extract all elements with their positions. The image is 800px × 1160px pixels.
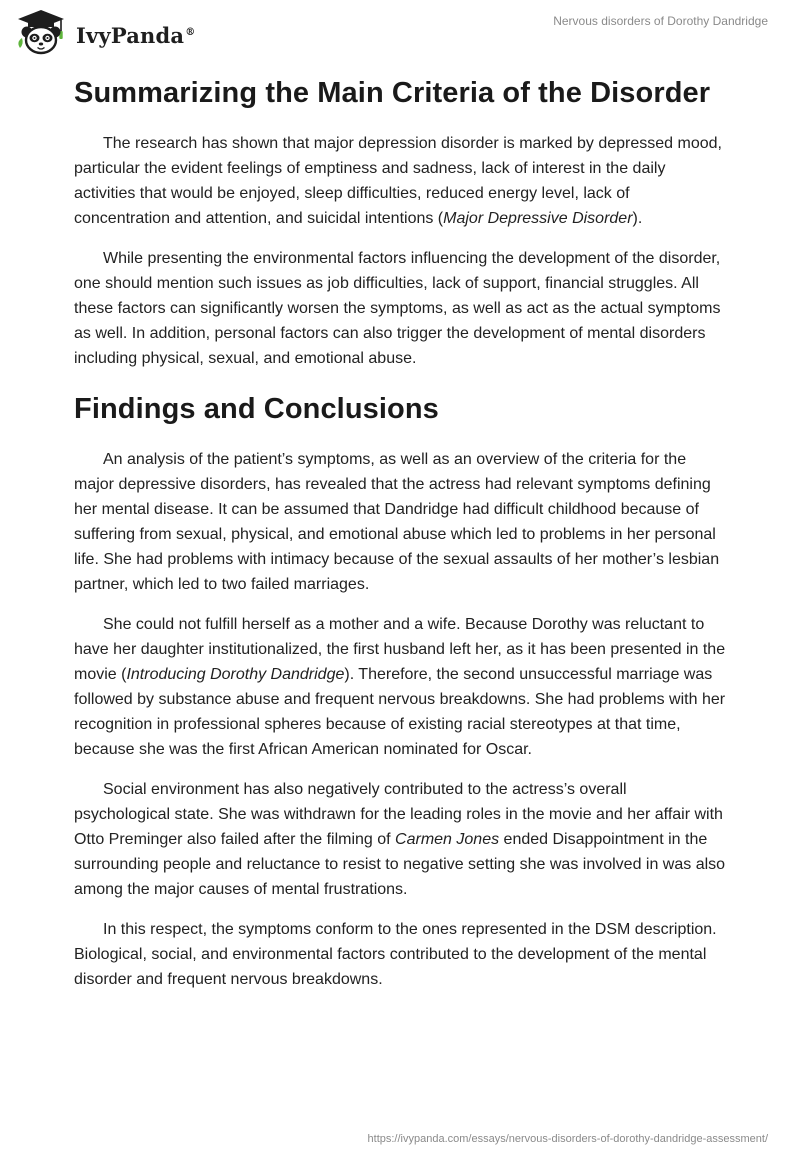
paragraph: The research has shown that major depression disorder is marked by depressed mood, particular the evident feelings of emptiness and sadness, lack of interest in the daily activities that would be enjoyed, sleep difficulties, reduced energy level, lack of concentration and attention, and suicidal intentions (Major Depressive Disorder). bbox=[74, 135, 722, 227]
section-heading: Summarizing the Main Criteria of the Disorder bbox=[74, 77, 711, 109]
logo-wordmark: IvyPanda® bbox=[76, 22, 196, 48]
paragraph: She could not fulfill herself as a mother and a wife. Because Dorothy was reluctant to have her daughter institutionalized, the first husband left her, as it has been presented in the movie (Introducing Dorothy Dandridge). Therefore, the second unsuccessful marriage was followed by substance abuse and frequent nervous breakdowns. She had problems with her recognition in professional spheres because of existing racial stereotypes at that time, because she was the first African American nominated for Oscar. bbox=[74, 616, 726, 758]
page-header bbox=[0, 0, 800, 70]
panda-graduate-icon bbox=[14, 8, 68, 56]
ivypanda-logo[interactable] bbox=[14, 8, 195, 56]
paragraph: An analysis of the patient’s symptoms, as well as an overview of the criteria for the major depressive disorders, has revealed that the actress had relevant symptoms defining her mental disease. It can be assumed that Dandridge had difficult childhood because of suffering from sexual, physical, and emotional abuse which led to problems in her personal life. She had problems with intimacy because of the sexual assaults of her mother’s lesbian partner, which led to two failed marriages. bbox=[74, 451, 720, 593]
document-title: Nervous disorders of Dorothy Dandridge bbox=[553, 14, 768, 28]
paragraph: In this respect, the symptoms conform to the ones represented in the DSM description. Biological, social, and environmental factors contributed to the development of the mental disorder and frequent nervous breakdowns. bbox=[74, 921, 717, 988]
section-heading: Findings and Conclusions bbox=[74, 393, 439, 425]
section-findings bbox=[74, 389, 726, 992]
source-url[interactable]: https://ivypanda.com/essays/nervous-disorders-of-dorothy-dandridge-assessment/ bbox=[367, 1133, 768, 1145]
paragraph: Social environment has also negatively contributed to the actress’s overall psychological state. She was withdrawn for the leading roles in the movie and her affair with Otto Preminger also failed after the filming of Carmen Jones ended Disappointment in the surrounding people and reluctance to resist to negative setting she was involved in was also among the major causes of mental frustrations. bbox=[74, 781, 726, 898]
section-criteria bbox=[74, 73, 726, 371]
paragraph: While presenting the environmental factors influencing the development of the disorder, one should mention such issues as job difficulties, lack of support, financial struggles. All these factors can significantly worsen the symptoms, as well as act as the actual symptoms as well. In addition, personal factors can also trigger the development of mental disorders including physical, sexual, and emotional abuse. bbox=[74, 250, 721, 367]
essay-content bbox=[74, 70, 726, 1007]
